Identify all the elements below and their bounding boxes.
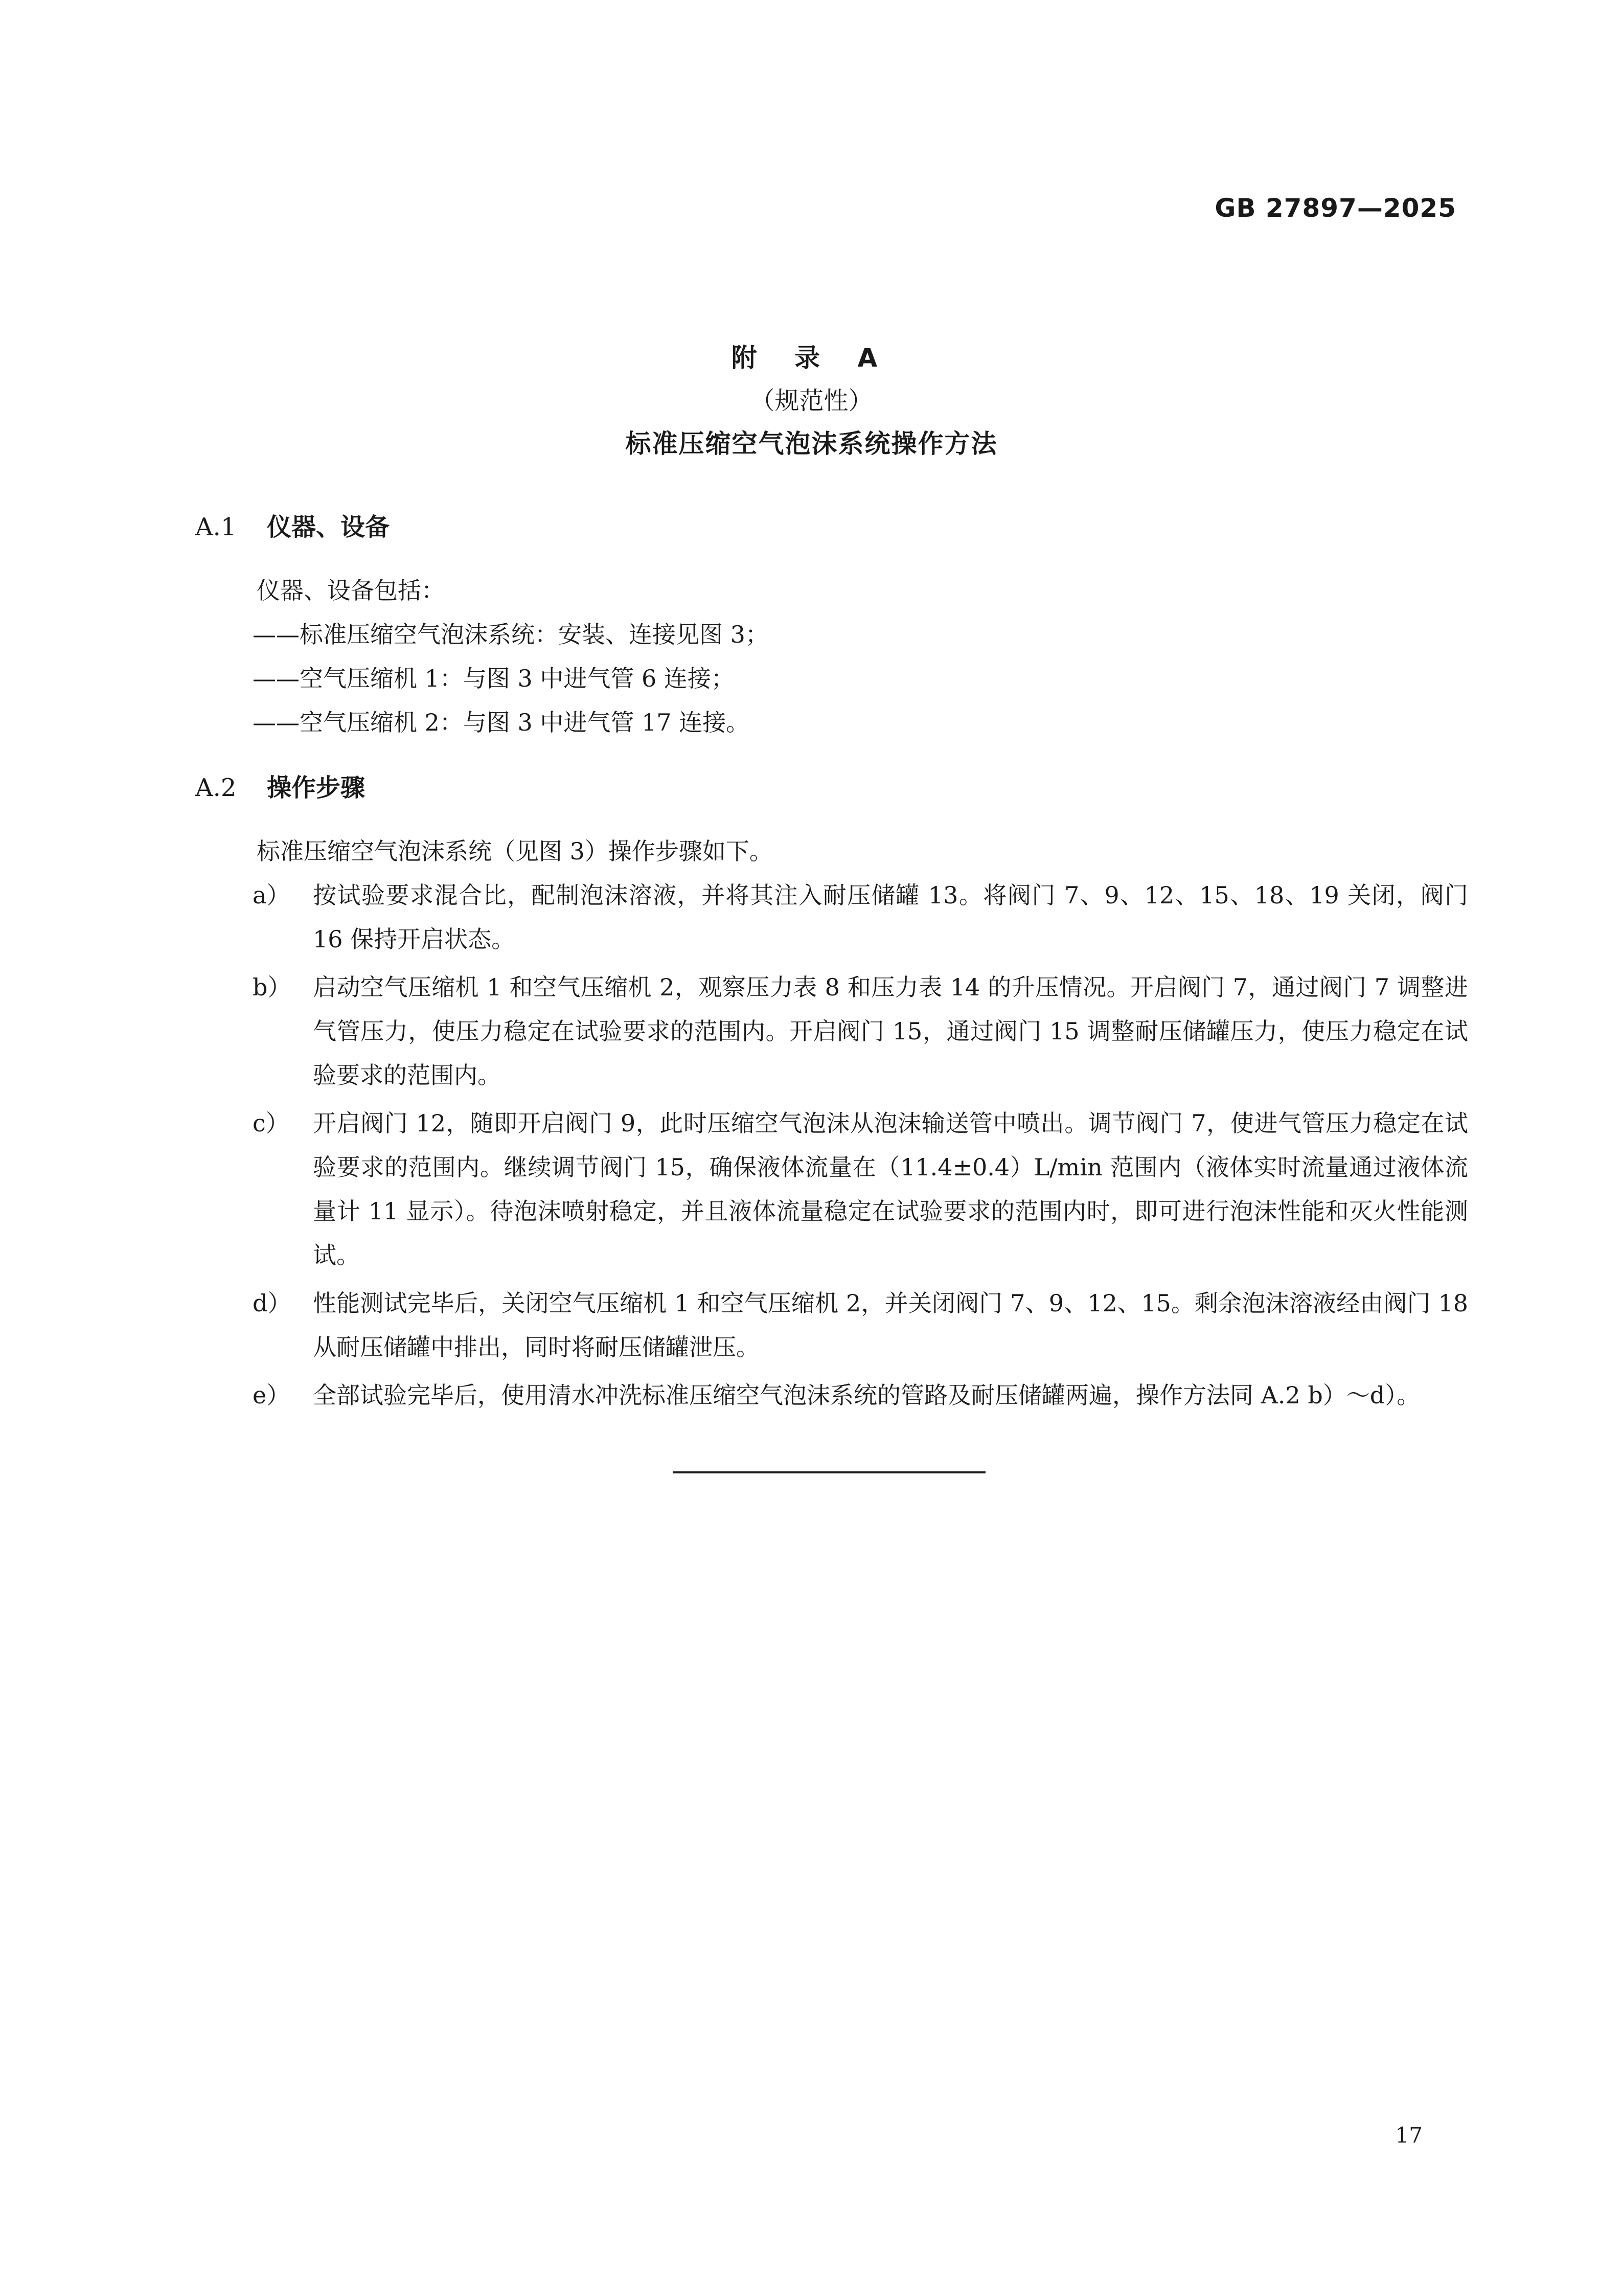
- step-mark: b）: [253, 973, 291, 1001]
- step-mark: c）: [253, 1109, 289, 1137]
- section-heading-a1: [195, 507, 390, 542]
- step-item: [195, 1373, 1468, 1417]
- page-number: 17: [1395, 2123, 1423, 2148]
- section-a1-body: [195, 569, 1468, 744]
- step-item: [195, 1101, 1468, 1277]
- section-number: A.1: [195, 513, 237, 541]
- section-number: A.2: [195, 774, 237, 802]
- step-mark: d）: [253, 1289, 291, 1317]
- end-rule: [673, 1471, 986, 1473]
- section-title: 操作步骤: [267, 774, 365, 802]
- step-item: [195, 1281, 1468, 1369]
- standard-code: GB 27897—2025: [1215, 193, 1456, 223]
- step-mark: e）: [253, 1381, 290, 1409]
- section-heading-a2: [195, 768, 365, 803]
- step-text: 按试验要求混合比，配制泡沫溶液，并将其注入耐压储罐 13。将阀门 7、9、12、15、18、19 关闭，阀门 16 保持开启状态。: [313, 881, 1468, 953]
- annex-title: 附 录 A: [731, 343, 892, 373]
- intro-paragraph: 仪器、设备包括：: [257, 577, 445, 604]
- list-item: ——空气压缩机 2：与图 3 中进气管 17 连接。: [253, 709, 750, 736]
- annex-type: （规范性）: [750, 387, 873, 415]
- step-text: 开启阀门 12，随即开启阀门 9，此时压缩空气泡沫从泡沫输送管中喷出。调节阀门 7，使进气管压力稳定在试验要求的范围内。继续调节阀门 15，确保液体流量在（11.4±0.4）L/min 范围内（液体实时流量通过液体流量计 11 显示）。待泡沫喷射稳定，并且液体流量稳定在试验要求的范围内时，即可进行泡沫性能和灭火性能测试。: [313, 1109, 1468, 1269]
- steps-list: [195, 873, 1468, 1417]
- step-text: 全部试验完毕后，使用清水冲洗标准压缩空气泡沫系统的管路及耐压储罐两遍，操作方法同 A.2 b）～d）。: [313, 1381, 1421, 1409]
- list-item: ——空气压缩机 1：与图 3 中进气管 6 连接；: [253, 665, 735, 692]
- step-mark: a）: [253, 881, 290, 909]
- section-a2-body: [195, 829, 1468, 1421]
- list-item: ——标准压缩空气泡沫系统：安装、连接见图 3；: [253, 621, 769, 648]
- section-title: 仪器、设备: [267, 513, 390, 541]
- step-text: 性能测试完毕后，关闭空气压缩机 1 和空气压缩机 2，并关闭阀门 7、9、12、15。剩余泡沫溶液经由阀门 18 从耐压储罐中排出，同时将耐压储罐泄压。: [313, 1289, 1468, 1361]
- annex-name: 标准压缩空气泡沫系统操作方法: [625, 429, 998, 459]
- step-text: 启动空气压缩机 1 和空气压缩机 2，观察压力表 8 和压力表 14 的升压情况。开启阀门 7，通过阀门 7 调整进气管压力，使压力稳定在试验要求的范围内。开启阀门 15，通过阀门 15 调整耐压储罐压力，使压力稳定在试验要求的范围内。: [313, 973, 1468, 1089]
- step-item: [195, 873, 1468, 961]
- intro-paragraph: 标准压缩空气泡沫系统（见图 3）操作步骤如下。: [257, 837, 773, 865]
- step-item: [195, 965, 1468, 1097]
